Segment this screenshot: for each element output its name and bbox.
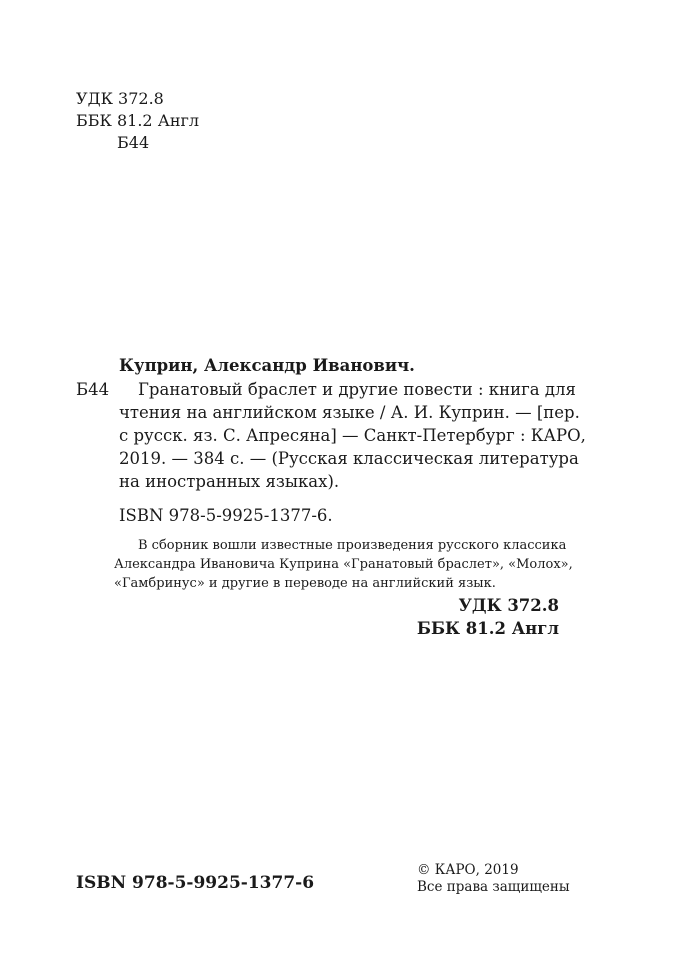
description-line: 2019. — 384 с. — (Русская классическая литература (119, 449, 579, 468)
author-mark: Б44 (76, 380, 110, 399)
author-mark-top: Б44 (117, 133, 150, 152)
bbk-code-bottom: ББК 81.2 Англ (416, 619, 559, 638)
description-line: с русск. яз. С. Апресяна] — Санкт-Петербург : КАРО, (119, 426, 586, 445)
footer-isbn: ISBN 978-5-9925-1377-6 (76, 873, 315, 893)
rights-notice: Все права защищены (417, 879, 570, 895)
annotation-line: В сборник вошли известные произведения русского классика (138, 538, 567, 553)
isbn-entry: ISBN 978-5-9925-1377-6. (119, 506, 333, 525)
description-line: чтения на английском языке / А. И. Куприн. — [пер. (119, 403, 580, 422)
bbk-code-top: ББК 81.2 Англ (76, 111, 200, 130)
description-line: на иностранных языках). (119, 472, 340, 491)
author-heading: Куприн, Александр Иванович. (119, 356, 415, 375)
annotation-line: Александра Ивановича Куприна «Гранатовый браслет», «Молох», (114, 557, 573, 572)
udk-code-top: УДК 372.8 (76, 89, 164, 108)
description-line: Гранатовый браслет и другие повести : книга для (138, 380, 576, 399)
udk-code-bottom: УДК 372.8 (458, 596, 559, 615)
annotation-line: «Гамбринус» и другие в переводе на английский язык. (114, 576, 496, 591)
copyright-notice: © КАРО, 2019 (417, 862, 519, 878)
